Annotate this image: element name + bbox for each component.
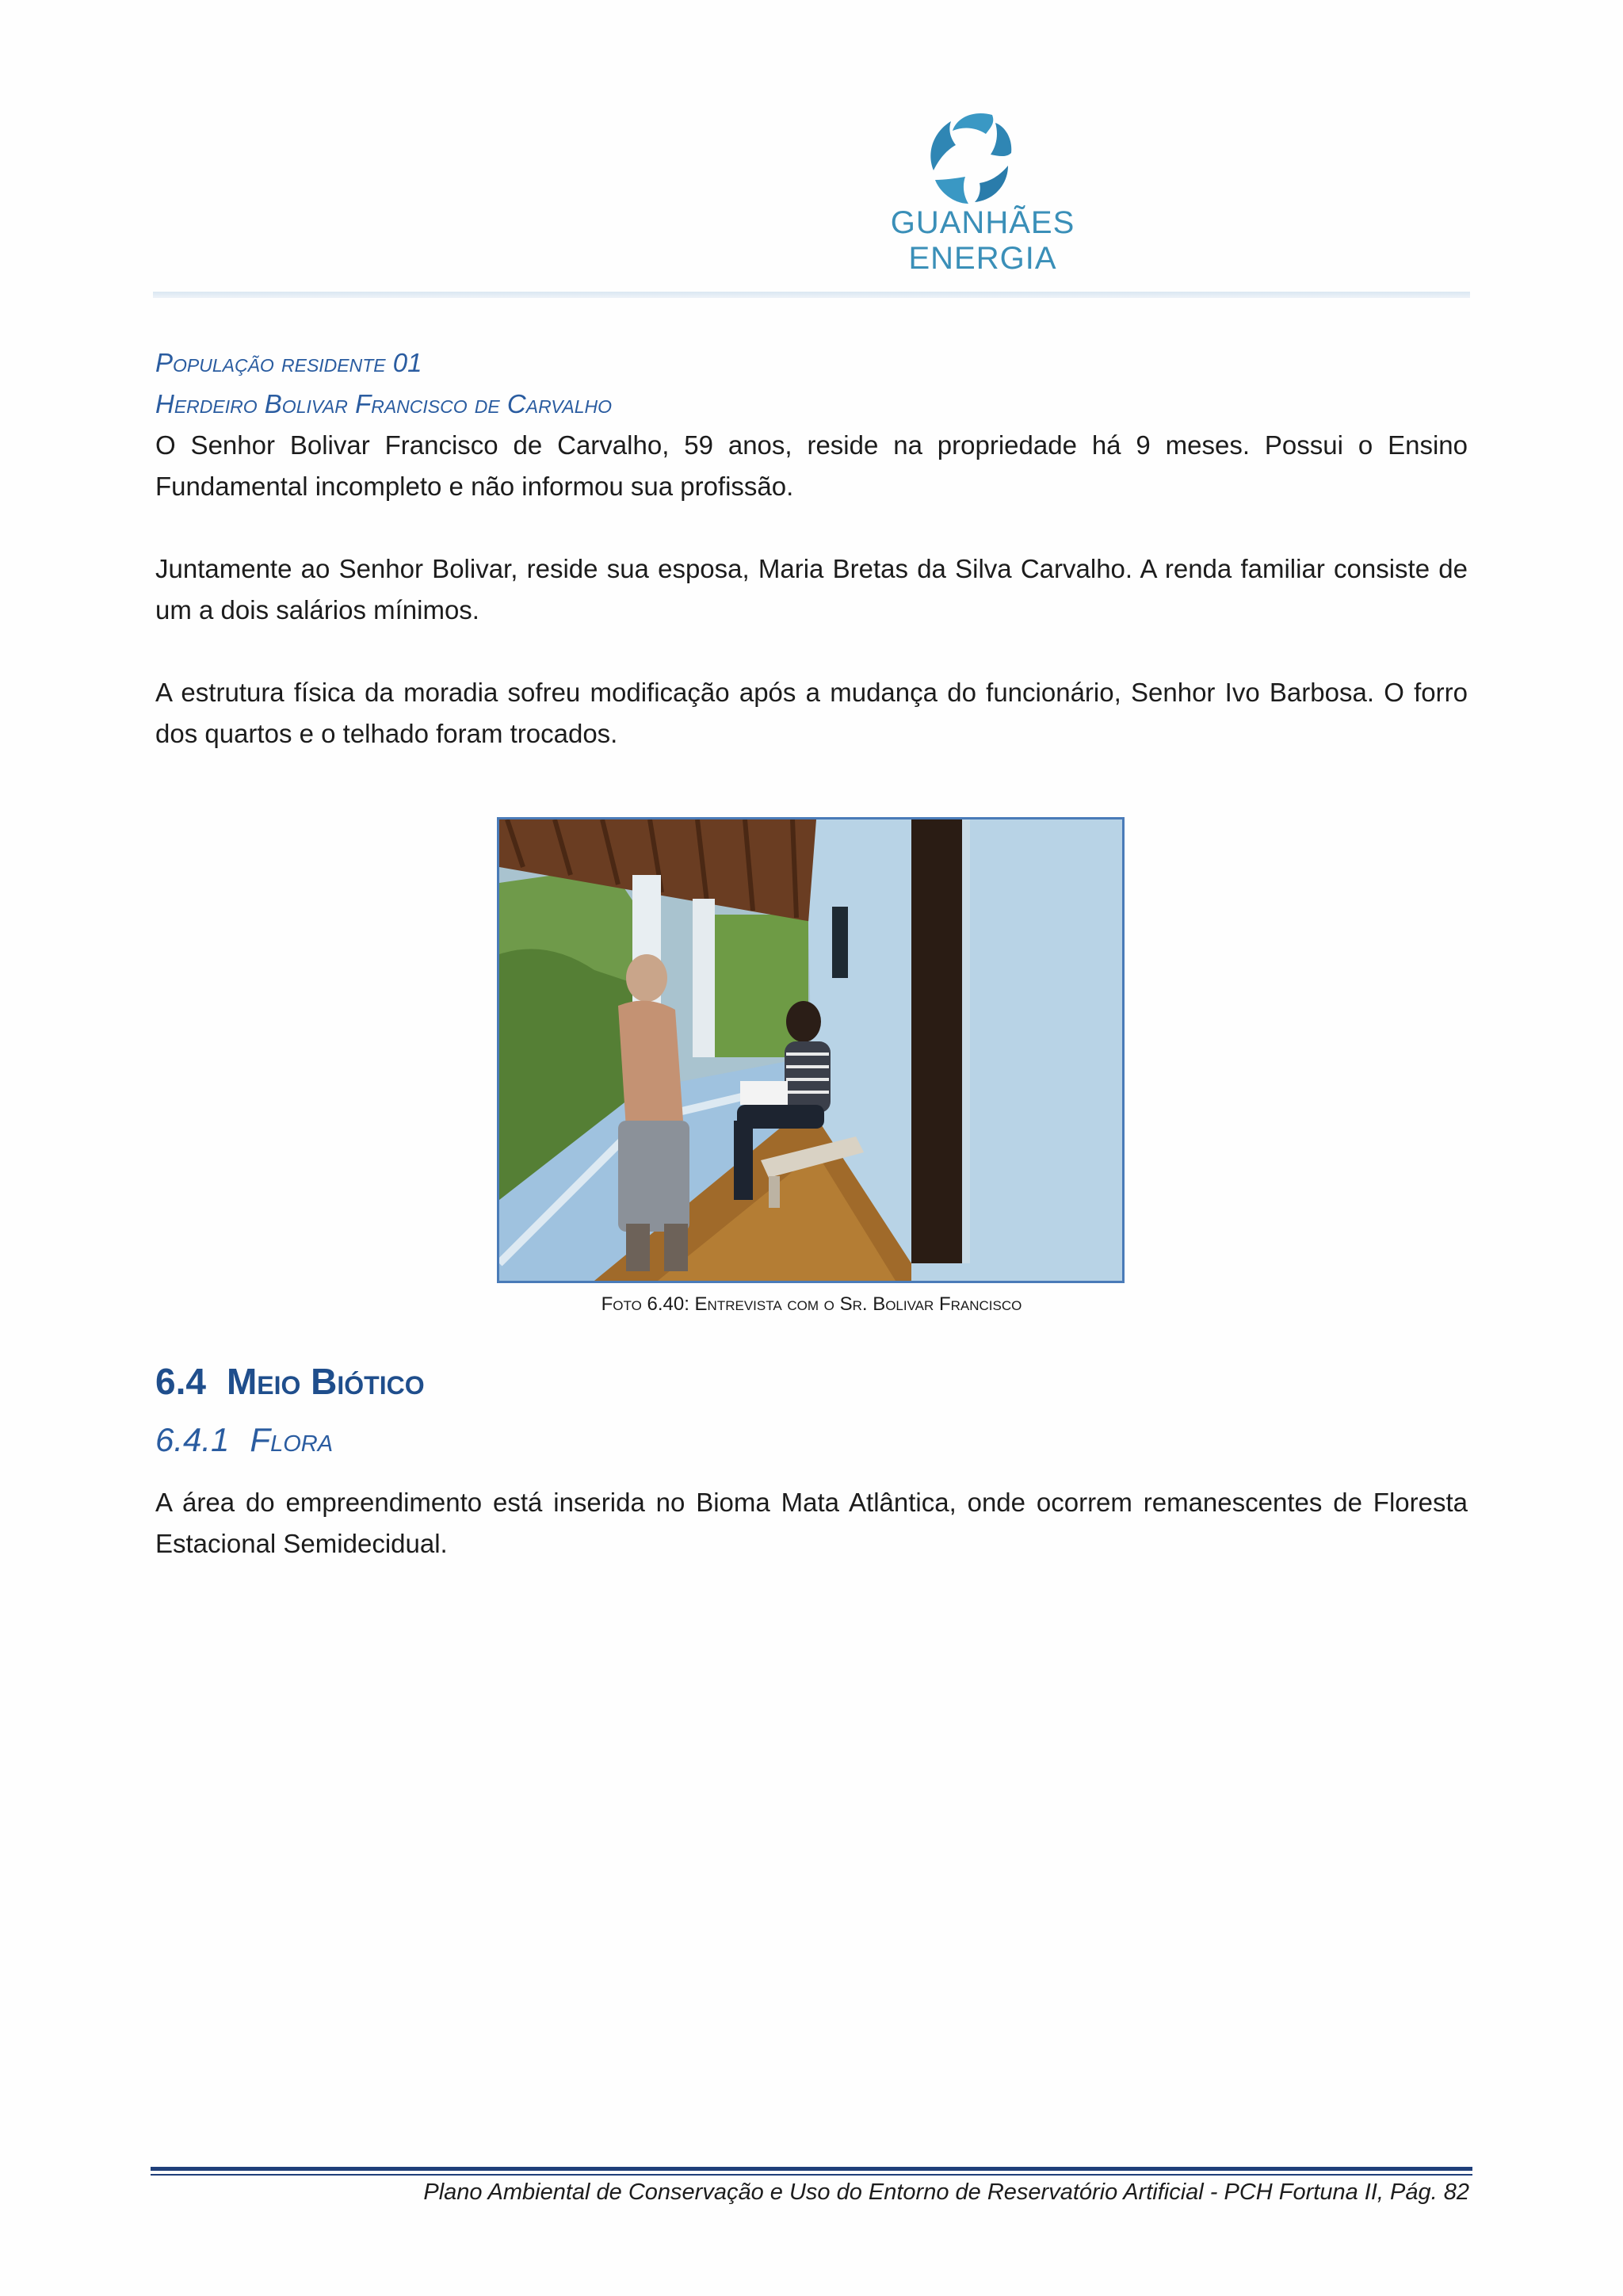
paragraph: A estrutura física da moradia sofreu modificação após a mudança do funcionário, Senhor Ivo Barbosa. O forro dos quartos e o telhado foram trocados.	[155, 678, 1468, 748]
footer-divider-thin	[151, 2174, 1472, 2176]
header-divider	[153, 292, 1470, 298]
logo-swirl-icon	[919, 107, 1022, 210]
subsection-heading	[155, 1421, 333, 1459]
paragraph: Juntamente ao Senhor Bolivar, reside sua esposa, Maria Bretas da Silva Carvalho. A renda familiar consiste de um a dois salários mínimos.	[155, 554, 1468, 625]
section-heading-title: Meio Biótico	[226, 1361, 425, 1402]
photo-caption: Foto 6.40: Entrevista com o Sr. Bolivar Francisco	[601, 1293, 1022, 1315]
logo-text: GUANHÃES ENERGIA	[890, 205, 1075, 276]
section-subtitle: Herdeiro Bolivar Francisco de Carvalho	[155, 389, 612, 418]
page-footer: Plano Ambiental de Conservação e Uso do Entorno de Reservatório Artificial - PCH Fortuna II, Pág. 82	[423, 2179, 1469, 2205]
company-logo	[816, 107, 1149, 276]
section-title: População residente 01	[155, 348, 422, 377]
subsection-number: 6.4.1	[155, 1421, 230, 1458]
resident-section	[155, 342, 1468, 755]
section-heading	[155, 1360, 425, 1403]
paragraph: O Senhor Bolivar Francisco de Carvalho, 59 anos, reside na propriedade há 9 meses. Possui o Ensino Fundamental incompleto e não informou sua profissão.	[155, 430, 1468, 501]
paragraph: A área do empreendimento está inserida no Bioma Mata Atlântica, onde ocorrem remanescentes de Floresta Estacional Semidecidual.	[155, 1488, 1468, 1558]
section-number: 6.4	[155, 1361, 206, 1402]
interview-photo	[497, 817, 1125, 1283]
subsection-heading-title: Flora	[250, 1421, 334, 1458]
footer-divider	[151, 2167, 1472, 2171]
